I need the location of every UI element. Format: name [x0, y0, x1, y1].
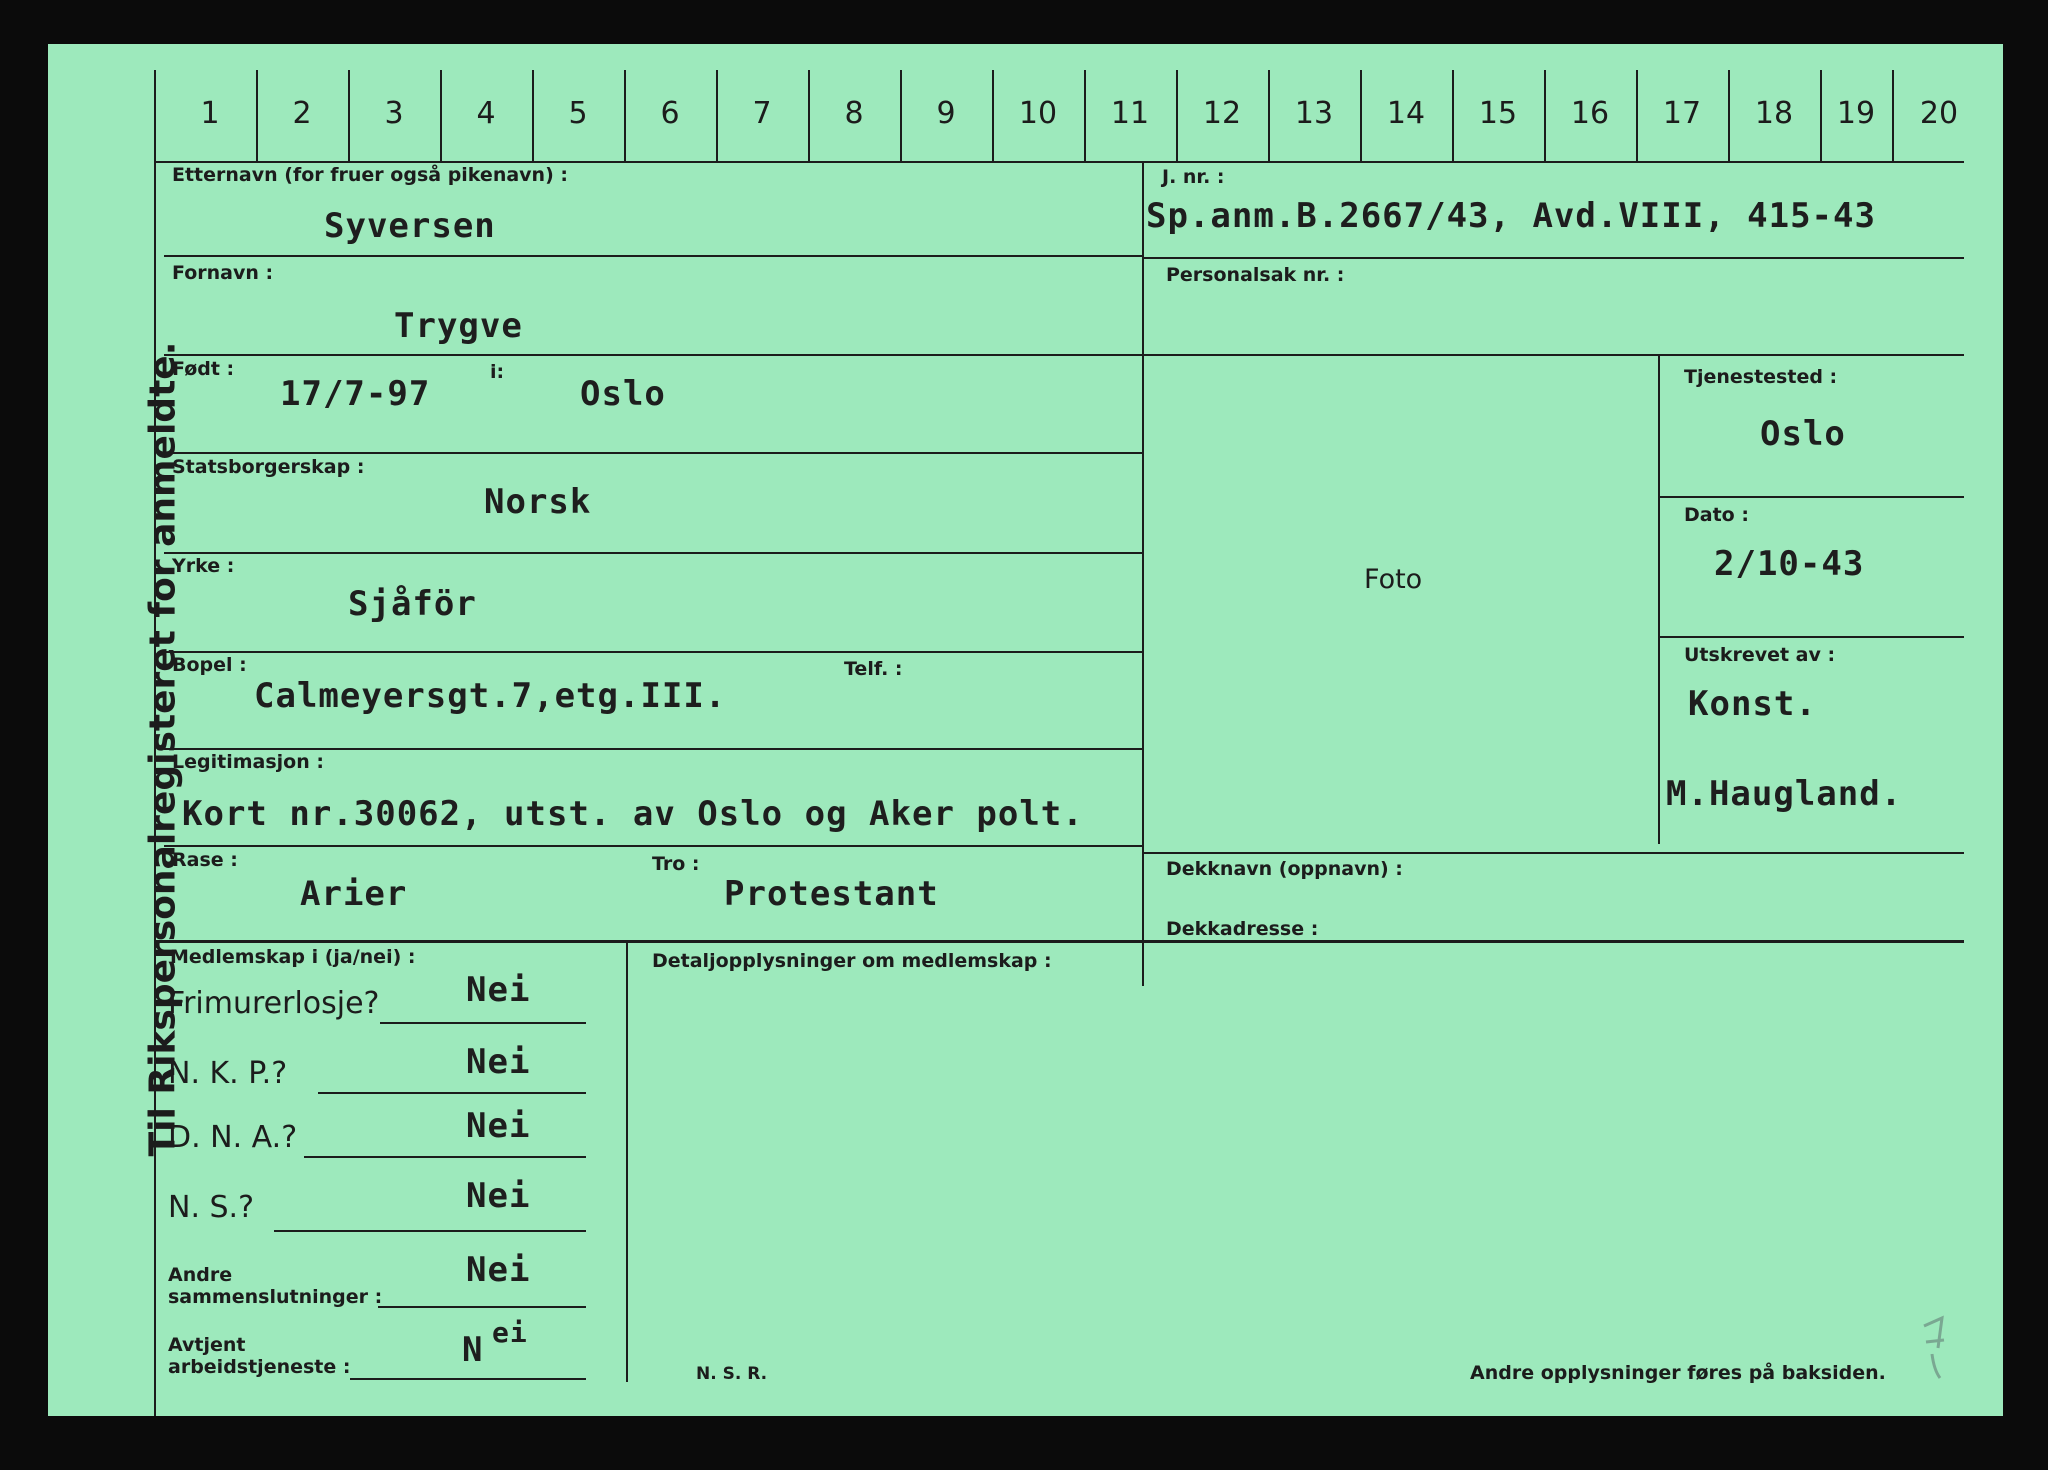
rase-label: Rase :: [172, 849, 238, 871]
andre-answer: Nei: [466, 1250, 531, 1290]
utskrevet-value-1: Konst.: [1688, 684, 1817, 724]
fodested-label: i:: [490, 361, 505, 383]
frimurer-answer: Nei: [466, 970, 531, 1010]
column-number: 10: [1018, 96, 1058, 131]
field-rule: [164, 651, 1142, 653]
field-rule: [1660, 496, 1964, 498]
legitimasjon-label: Legitimasjon :: [172, 751, 324, 773]
field-rule: [164, 845, 1142, 847]
statsborgerskap-label: Statsborgerskap :: [172, 456, 365, 478]
jnr-label: J. nr. :: [1162, 166, 1225, 188]
field-rule: [1144, 257, 1964, 259]
column-number: 13: [1294, 96, 1334, 131]
answer-rule: [378, 1306, 586, 1308]
answer-rule: [350, 1378, 586, 1380]
column-number: 14: [1386, 96, 1426, 131]
column-number: 19: [1836, 96, 1876, 131]
field-rule: [1660, 636, 1964, 638]
nkp-question: N. K. P.?: [168, 1056, 288, 1091]
registration-card: [48, 44, 2003, 1416]
tro-value: Protestant: [724, 874, 939, 914]
column-number: 16: [1570, 96, 1610, 131]
dato-value: 2/10-43: [1714, 544, 1865, 584]
rase-value: Arier: [300, 874, 408, 914]
detalj-label: Detaljopplysninger om medlemskap :: [652, 950, 1052, 972]
column-number: 2: [292, 96, 312, 131]
bopel-label: Bopel :: [172, 654, 247, 676]
personalsak-label: Personalsak nr. :: [1166, 264, 1345, 286]
yrke-label: Yrke :: [172, 555, 235, 577]
column-number: 8: [844, 96, 864, 131]
nsr-mark: N. S. R.: [696, 1364, 768, 1384]
dna-question: D. N. A.?: [168, 1120, 298, 1155]
column-number: 7: [752, 96, 772, 131]
field-rule: [164, 452, 1142, 454]
answer-rule: [304, 1156, 586, 1158]
dekknavn-label: Dekknavn (oppnavn) :: [1166, 858, 1403, 880]
utskrevet-label: Utskrevet av :: [1684, 644, 1836, 666]
telf-label: Telf. :: [844, 658, 903, 680]
column-number: 6: [660, 96, 680, 131]
statsborgerskap-value: Norsk: [484, 482, 592, 522]
field-rule: [164, 552, 1142, 554]
membership-divider: [626, 942, 628, 1382]
avtjent-label-2: arbeidstjeneste :: [168, 1356, 351, 1378]
nkp-answer: Nei: [466, 1042, 531, 1082]
column-number: 4: [476, 96, 496, 131]
lower-section-rule: [154, 940, 1964, 943]
column-number: 18: [1754, 96, 1794, 131]
answer-rule: [380, 1022, 586, 1024]
jnr-value: Sp.anm.B.2667/43, Avd.VIII, 415-43: [1146, 196, 1876, 236]
dna-answer: Nei: [466, 1106, 531, 1146]
header-rule: [154, 161, 1964, 163]
column-number: 9: [936, 96, 956, 131]
avtjent-answer-n: N: [462, 1330, 484, 1370]
tjenestested-value: Oslo: [1760, 414, 1846, 454]
tjenestested-label: Tjenestested :: [1684, 366, 1838, 388]
pen-mark: [1918, 1314, 1958, 1384]
field-rule: [164, 354, 1142, 356]
column-number: 11: [1110, 96, 1150, 131]
fodested-value: Oslo: [580, 374, 666, 414]
andre-label-2: sammenslutninger :: [168, 1286, 383, 1308]
field-rule: [1144, 852, 1964, 854]
fodt-label: Født :: [172, 358, 235, 380]
field-rule: [164, 748, 1142, 750]
column-number: 20: [1919, 96, 1959, 131]
etternavn-value: Syversen: [324, 206, 496, 246]
fodt-dato-value: 17/7-97: [280, 374, 431, 414]
avtjent-answer-ei: ei: [492, 1316, 528, 1349]
column-number: 17: [1662, 96, 1702, 131]
footer-note: Andre opplysninger føres på baksiden.: [1470, 1362, 1886, 1384]
frimurer-question: Frimurerlosje?: [168, 986, 380, 1021]
left-border-line: [154, 70, 156, 1416]
dato-label: Dato :: [1684, 504, 1749, 526]
tro-label: Tro :: [652, 853, 700, 875]
bopel-value: Calmeyersgt.7,etg.III.: [254, 676, 727, 716]
foto-label: Foto: [1364, 564, 1423, 595]
side-text-label: Til Rikspersonalregisteret for anmeldte.: [142, 341, 184, 1157]
column-number: 1: [200, 96, 220, 131]
answer-rule: [318, 1092, 586, 1094]
andre-label-1: Andre: [168, 1264, 233, 1286]
medlemskap-label: Medlemskap i (ja/nei) :: [170, 946, 416, 968]
section-divider: [1142, 161, 1144, 986]
fornavn-value: Trygve: [394, 306, 523, 346]
column-number: 3: [384, 96, 404, 131]
yrke-value: Sjåför: [348, 584, 477, 624]
answer-rule: [274, 1230, 586, 1232]
photo-right-divider: [1658, 356, 1660, 844]
column-number: 5: [568, 96, 588, 131]
fornavn-label: Fornavn :: [172, 262, 274, 284]
field-rule: [1144, 354, 1964, 356]
utskrevet-value-2: M.Haugland.: [1666, 774, 1903, 814]
ns-question: N. S.?: [168, 1190, 255, 1225]
dekkadresse-label: Dekkadresse :: [1166, 918, 1319, 940]
avtjent-label-1: Avtjent: [168, 1334, 246, 1356]
etternavn-label: Etternavn (for fruer også pikenavn) :: [172, 164, 568, 186]
field-rule: [164, 255, 1142, 257]
column-number: 12: [1202, 96, 1242, 131]
ns-answer: Nei: [466, 1176, 531, 1216]
column-number: 15: [1478, 96, 1518, 131]
legitimasjon-value: Kort nr.30062, utst. av Oslo og Aker polt.: [182, 794, 1084, 834]
